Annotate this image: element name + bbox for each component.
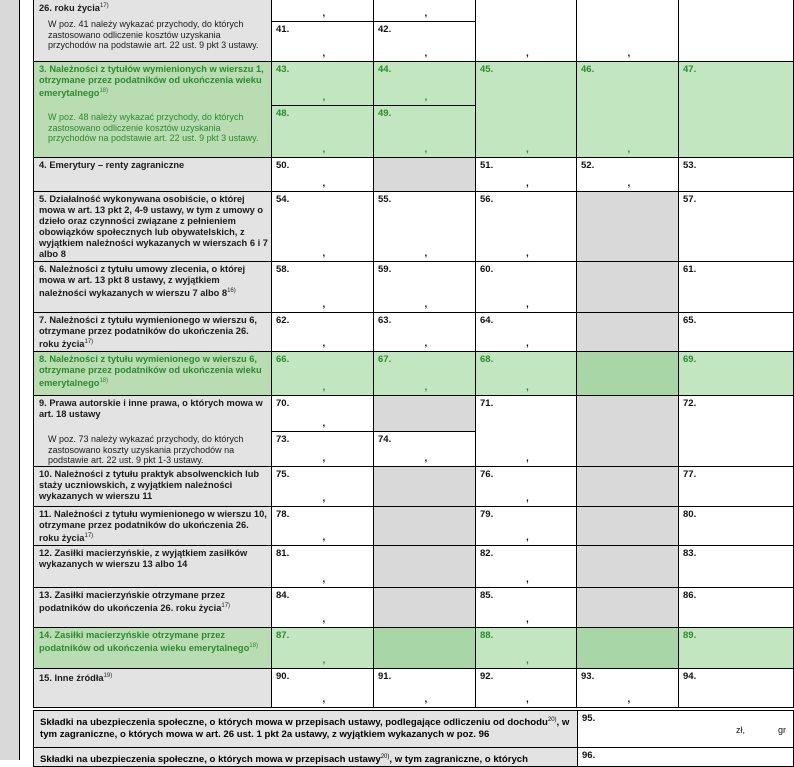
row-13-description: 13. Zasiłki macierzyńskie otrzymane przez podatników do ukończenia 26. roku życia$^{17)}$ bbox=[33, 587, 272, 628]
disabled-cell bbox=[576, 351, 679, 396]
field-67[interactable]: 67. , bbox=[373, 351, 476, 396]
field-55[interactable]: 55. , bbox=[373, 191, 476, 262]
disabled-cell bbox=[576, 312, 679, 352]
field-51[interactable]: 51. , bbox=[475, 157, 577, 192]
contributions-row-95-text-a: Składki na ubezpieczenia społeczne, o których mowa w przepisach ustawy, podlegające odliczeniu od dochodu bbox=[40, 717, 548, 729]
field-row2-col3[interactable]: , bbox=[475, 0, 577, 62]
field-96[interactable]: 96. bbox=[577, 747, 794, 767]
contributions-row-96-description: Składki na ubezpieczenia społeczne, o których mowa w przepisach ustawy$^{20)}$, w tym zagraniczne, o których bbox=[33, 747, 578, 767]
row-9-description bbox=[33, 395, 272, 467]
row-5-description bbox=[33, 191, 272, 262]
field-40b-partial[interactable]: , bbox=[373, 0, 476, 22]
field-66[interactable]: 66. , bbox=[271, 351, 374, 396]
row-12-title: 12. Zasiłki macierzyńskie, z wyjątkiem zasiłków wykazanych w wierszu 13 albo 14 bbox=[39, 548, 248, 569]
row-2-title: 26. roku życia bbox=[39, 3, 100, 14]
row-6-description: 6. Należności z tytułu umowy zlecenia, o której mowa w art. 13 pkt 8 ustawy, z wyjątkiem należności wykazanych w wierszu 7 albo 8$^{16)}$ bbox=[33, 261, 272, 313]
field-row2-col5[interactable] bbox=[678, 0, 794, 62]
row-7-title: 7. Należności z tytułu wymienionego w wierszu 6, otrzymane przez podatników do ukończenia 26. roku życia bbox=[39, 315, 258, 350]
field-64[interactable]: 64. , bbox=[475, 312, 577, 352]
disabled-cell bbox=[373, 466, 476, 507]
field-53[interactable]: 53. bbox=[678, 157, 794, 192]
field-80[interactable]: 80. bbox=[678, 506, 794, 546]
row-15-title: 15. Inne źródła bbox=[39, 673, 104, 684]
disabled-cell bbox=[373, 395, 476, 432]
disabled-cell bbox=[373, 157, 476, 192]
field-77[interactable]: 77. bbox=[678, 466, 794, 507]
disabled-cell bbox=[576, 395, 679, 467]
row-3-description: 3. Należności z tytułów wymienionych w wierszu 1, otrzymane przez podatników od ukończenia wieku emerytalnego$^{18)}$ W poz. 48 należy wykazać przychody, do których zastosowano odliczenie kosztów uzyskania przychodów na podstawie art. 22 ust. 9 pkt 3 ustawy. bbox=[33, 61, 272, 158]
field-93[interactable]: 93. , bbox=[576, 668, 679, 708]
field-84[interactable]: 84. , bbox=[271, 587, 374, 628]
contributions-row-95-description: Składki na ubezpieczenia społeczne, o których mowa w przepisach ustawy, podlegające odliczeniu od dochodu$^{20)}$, w tym zagraniczne, o których mowa w art. 26 ust. 1 pkt 2a ustawy, z wyjątkiem wykazanych w poz. 96 bbox=[33, 710, 578, 748]
field-86[interactable]: 86. bbox=[678, 587, 794, 628]
field-83[interactable]: 83. bbox=[678, 545, 794, 588]
field-76[interactable]: 76. , bbox=[475, 466, 577, 507]
field-65[interactable]: 65. bbox=[678, 312, 794, 352]
field-68[interactable]: 68. , bbox=[475, 351, 577, 396]
field-89[interactable]: 89. bbox=[678, 627, 794, 669]
field-45[interactable]: 45. , bbox=[475, 61, 577, 158]
field-82[interactable]: 82. , bbox=[475, 545, 577, 588]
field-57[interactable]: 57. bbox=[678, 191, 794, 262]
field-79[interactable]: 79. , bbox=[475, 506, 577, 546]
field-50[interactable]: 50. , bbox=[271, 157, 374, 192]
field-73[interactable]: 73. , bbox=[271, 431, 374, 467]
row-8-title: 8. Należności z tytułu wymienionego w wierszu 6, otrzymane przez podatników od ukończenia wieku emerytalnego bbox=[39, 354, 262, 389]
field-42[interactable]: 42. , bbox=[373, 21, 476, 62]
field-61[interactable]: 61. bbox=[678, 261, 794, 313]
disabled-cell bbox=[373, 545, 476, 588]
row-15-description: 15. Inne źródła$^{19)}$ bbox=[33, 668, 272, 708]
disabled-cell bbox=[373, 587, 476, 628]
disabled-cell bbox=[576, 506, 679, 546]
left-margin-bar bbox=[0, 0, 20, 760]
field-81[interactable]: 81. , bbox=[271, 545, 374, 588]
row-13-title: 13. Zasiłki macierzyńskie otrzymane przez podatników do ukończenia 26. roku życia bbox=[39, 590, 226, 614]
field-40-partial[interactable]: , bbox=[271, 0, 374, 22]
contributions-row-96-text-b: , w tym zagraniczne, o których bbox=[389, 754, 528, 766]
field-48[interactable]: 48. , bbox=[271, 105, 374, 158]
disabled-cell bbox=[373, 627, 476, 669]
field-54[interactable]: 54. , bbox=[271, 191, 374, 262]
row-2-note: W poz. 41 należy wykazać przychody, do których zastosowano odliczenie kosztów uzyskania przychodów na podstawie art. 22 ust. 9 pkt 3 ustawy. bbox=[48, 19, 259, 50]
field-71[interactable]: 71. , bbox=[475, 395, 577, 467]
row-5-title: 5. Działalność wykonywana osobiście, o której mowa w art. 13 pkt 2, 4-9 ustawy, w tym z umowy o dzieło oraz czynności związane z pełnieniem obowiązków społecznych lub obywatelskich, z wyjątkiem należności wykazanych w wierszach 6 i 7 albo 8 bbox=[39, 194, 268, 259]
field-69[interactable]: 69. bbox=[678, 351, 794, 396]
field-41[interactable]: 41. , bbox=[271, 21, 374, 62]
field-85[interactable]: 85. , bbox=[475, 587, 577, 628]
row-10-description bbox=[33, 466, 272, 507]
row-9-note: W poz. 73 należy wykazać przychody, do których zastosowano koszty uzyskania przychodów na podstawie art. 22 ust. 9 pkt 1-3 ustawy. bbox=[48, 434, 244, 465]
row-4-description bbox=[33, 157, 272, 192]
field-87[interactable]: 87. , bbox=[271, 627, 374, 669]
field-92[interactable]: 92. , bbox=[475, 668, 577, 708]
field-62[interactable]: 62. , bbox=[271, 312, 374, 352]
field-78[interactable]: 78. , bbox=[271, 506, 374, 546]
row-14-title: 14. Zasiłki macierzyńskie otrzymane przez podatników od ukończenia wieku emerytalnego bbox=[39, 630, 250, 654]
field-70[interactable]: 70. , bbox=[271, 395, 374, 432]
disabled-cell bbox=[576, 627, 679, 669]
row-2-description: 26. roku życia$^{17)}$ W poz. 41 należy wykazać przychody, do których zastosowano odliczenie kosztów uzyskania przychodów na podstawie art. 22 ust. 9 pkt 3 ustawy. bbox=[33, 0, 272, 62]
field-75[interactable]: 75. , bbox=[271, 466, 374, 507]
row-6-title: 6. Należności z tytułu umowy zlecenia, o której mowa w art. 13 pkt 8 ustawy, z wyjątkiem należności wykazanych w wierszu 7 albo 8 bbox=[39, 264, 246, 299]
field-47[interactable]: 47. bbox=[678, 61, 794, 158]
field-59[interactable]: 59. , bbox=[373, 261, 476, 313]
row-3-note: W poz. 48 należy wykazać przychody, do których zastosowano odliczenie kosztów uzyskania przychodów na podstawie art. 22 ust. 9 pkt 3 ustawy. bbox=[48, 112, 259, 143]
disabled-cell bbox=[576, 587, 679, 628]
disabled-cell bbox=[373, 506, 476, 546]
row-7-description: 7. Należności z tytułu wymienionego w wierszu 6, otrzymane przez podatników do ukończenia 26. roku życia$^{17)}$ bbox=[33, 312, 272, 352]
field-52[interactable]: 52. , bbox=[576, 157, 679, 192]
row-10-title: 10. Należności z tytułu praktyk absolwenckich lub staży uczniowskich, z wyjątkiem należności wykazanych w wierszu 11 bbox=[39, 469, 260, 501]
disabled-cell bbox=[576, 191, 679, 262]
field-91[interactable]: 91. , bbox=[373, 668, 476, 708]
row-3-title: 3. Należności z tytułów wymienionych w wierszu 1, otrzymane przez podatników od ukończenia wieku emerytalnego bbox=[39, 64, 264, 99]
row-12-description bbox=[33, 545, 272, 588]
currency-zl-label: zł, bbox=[736, 725, 745, 735]
field-56[interactable]: 56. , bbox=[475, 191, 577, 262]
field-90[interactable]: 90. , bbox=[271, 668, 374, 708]
row-14-description: 14. Zasiłki macierzyńskie otrzymane przez podatników od ukończenia wieku emerytalnego$^{18)}$ bbox=[33, 627, 272, 669]
field-60[interactable]: 60. , bbox=[475, 261, 577, 313]
contributions-row-96-text-a: Składki na ubezpieczenia społeczne, o których mowa w przepisach ustawy bbox=[40, 754, 381, 766]
field-46[interactable]: 46. , bbox=[576, 61, 679, 158]
field-95[interactable]: 95. zł, gr bbox=[577, 710, 794, 748]
disabled-cell bbox=[576, 545, 679, 588]
field-74[interactable]: 74. , bbox=[373, 431, 476, 467]
row-9-title: 9. Prawa autorskie i inne prawa, o których mowa w art. 18 ustawy bbox=[39, 398, 263, 419]
row-8-description: 8. Należności z tytułu wymienionego w wierszu 6, otrzymane przez podatników od ukończenia wieku emerytalnego$^{18)}$ bbox=[33, 351, 272, 396]
field-94[interactable]: 94. bbox=[678, 668, 794, 708]
currency-gr-label: gr bbox=[778, 725, 787, 735]
row-11-description: 11. Należności z tytułu wymienionego w wierszu 10, otrzymane przez podatników do ukończenia 26. roku życia$^{17)}$ bbox=[33, 506, 272, 546]
field-44[interactable]: 44. , bbox=[373, 61, 476, 106]
row-4-title: 4. Emerytury – renty zagraniczne bbox=[39, 160, 185, 170]
disabled-cell bbox=[576, 261, 679, 313]
row-11-title: 11. Należności z tytułu wymienionego w wierszu 10, otrzymane przez podatników do ukończenia 26. roku życia bbox=[39, 509, 267, 544]
field-72[interactable]: 72. bbox=[678, 395, 794, 467]
contributions-row-95-text-b: , w tym zagraniczne, o których mowa w art. 26 ust. 1 pkt 2a ustawy, z wyjątkiem wykazanych w poz. 96 bbox=[40, 717, 570, 741]
disabled-cell bbox=[576, 466, 679, 507]
field-49[interactable]: 49. , bbox=[373, 105, 476, 158]
field-63[interactable]: 63. , bbox=[373, 312, 476, 352]
field-43[interactable]: 43. , bbox=[271, 61, 374, 106]
field-58[interactable]: 58. , bbox=[271, 261, 374, 313]
field-88[interactable]: 88. , bbox=[475, 627, 577, 669]
field-row2-col4[interactable]: , bbox=[576, 0, 679, 62]
